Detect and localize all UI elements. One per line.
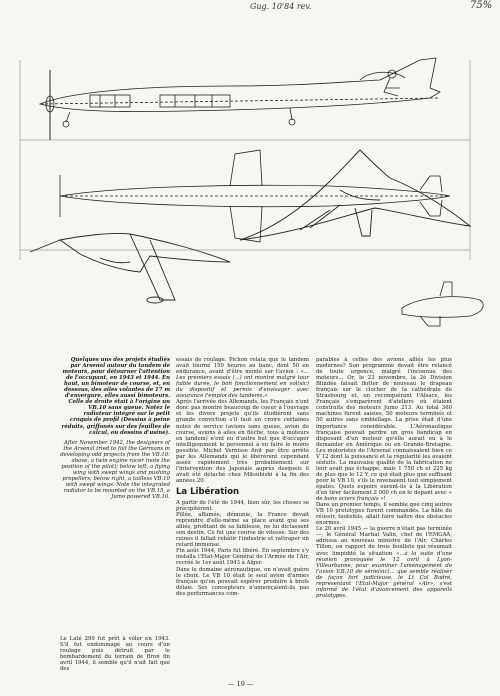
flying-wing-sketch xyxy=(30,233,230,303)
left-bottom-paragraph: Le Laté 299 fut prêt à voler en 1943. S'il fut endommagé au cours d'un roulage puis détruit par le bombardement du terrain de Bron fin avril 1944, il semble qu'il n'ait fait que des xyxy=(60,636,170,673)
right-paragraph-2: Dans un premier temps, il semble que cinq autres VB 10 prototypes furent commandés. La hâte de réussir, toutefois, allait faire naître des obstacles énormes. xyxy=(316,502,452,527)
mid-paragraph-5: Fin août 1944, Paris fut libéré. En septembre s'y installa l'Etat-Major Général de l'Armée de l'Air, recréé le 1er août 1943 à Alger. xyxy=(176,548,309,567)
caption-french: Quelques uns des projets étudiés par Arsenal autour du tandem de moteurs, pour détourner l'attention de l'occupant, en 1943 et 1944. En haut, un bimoteur de course, et, en dessous, des ailes volantes de 17 m d'envergure, elles aussi bimoteurs. Celle de droite était à l'origine un VB.10 sans queue. Notez le radiateur intégré sur le petit croquis de profil (Dessins à peine réduits, griffonés sur des feuilles de calcul, ou dessins d'usine). xyxy=(61,357,170,436)
mid-p1-quote: Les premiers essais (...) ont montré malgré tour faible durée, le bon fonctionnement en vol(sic) du dispositif et permis d'envisager avec assurance l'emploi des tandems.» xyxy=(176,375,309,400)
tailless-swept-wing-sketch xyxy=(240,150,470,240)
handwritten-scale: 75% xyxy=(470,0,493,11)
mid-paragraph-1 xyxy=(176,357,309,399)
mid-paragraph-3: A partir de l'été de 1944, bien sûr, les choses se précipitèrent. xyxy=(176,499,309,513)
right-p1-text: parables à celles des avions alliés les plus modernes? Son programme devait être relancé de toute urgence, malgré l'inconnue des moteurs... Or, le 23 novembre, la 2è Division Blindée faisait flotter de nouveau le drapeau français sur le clocher de la cathédrale de Strasbourg et, en reconquérant l'Alsace, les Français s'emparèrent d'ateliers où étaient construits des moteurs Jumo 213. Au total 360 machines furent saisies, 50 moteurs terminés et 50 autres sans embiellage. La prise était d'une importance considérable. L'Aéronautique française pouvait perdre un gros handicap en disposant d'un moteur qu'elle aurait eu à le demander en Amérique ou en Grande-Bretagne. Les motoristes de l'Arsenal connaissaient bien ce V 12 dont la puissance et la régularité les avaient séduits. La mauvaise qualité de la fabrication ne leur avait pas échappé, mais 1 750 ch et 225 kg de plus que le 12 Y, ce qui était plus que suffisant pour le VB 10, s'ils le revenaient tout simplement épatés. Quels espoirs eurent-ils à la Libération d'en tirer facilement 2 000 ch en le dopant avec xyxy=(316,357,452,497)
mid-paragraph-4: Pillée, affamée, démunie, la France devait reprendre d'elle-même sa place avant que ses alliés, profitant de sa faiblesse, ne lui dictassent son destin. Ce fut une course de vitesse. Sur des ruines il fallait rebâtir l'industrie et rattraper un retard immense. xyxy=(176,512,309,549)
dimension-lines xyxy=(20,60,470,260)
twin-engine-racer-plan-view xyxy=(60,150,450,242)
mid-paragraph-2: Après l'arrivée des Allemands, les Français n'ont donc pas montré beaucoup de coeur à l'ouvrage et les divers projets qu'ils étudièrent sans grande conviction s'il faut en croire certaines notes de service (avions sans queue, avion de course, avions à ailes en flèche, tous à moteurs en tandem) n'ont eu d'autre but que d'occuper intelligemment le personnel à en faire le moins possible. Michel Vernisse finit par être arrêté par les Allemands qui le libérèrent cependant assez rapidement très probablement sur l'intervention des Japonais auprès desquels il avait été détaché chez Mitsubishi à la fin des années 20. xyxy=(176,399,309,484)
middle-column xyxy=(176,357,309,597)
caption-english: After November 1942, the designers of the Arsenal tried to foil the Germans in developing odd projects from the VB.10: above, a twin engine racer (note the position of the pilot); below left, a flying wing with swept wings and pushing propellers; below right, a tailless VB.10 with swept wings. Note the integrated radiator to be mounted on the VB.15, a Jumo powered VB.10. xyxy=(60,439,170,501)
right-column xyxy=(316,357,452,599)
figure-caption xyxy=(60,357,170,500)
section-title: La Libération xyxy=(176,486,240,497)
right-p1-quote: « de bons aciers français » xyxy=(316,490,453,503)
left-column-body xyxy=(60,636,170,672)
right-p3-text: Le 20 avril 1945 — la guerre n'était pas terminée —, le Général Martial Valin, chef de l'EMGAA, adressa au nouveau ministre de l'Air, Charles Tillon, un rapport de trois feuillets qui résumait avec limpidité la situation xyxy=(316,526,452,557)
mid-p1-text: essais de roulage. Pichon relata que le tandem avait tourné 150 heures au banc, dont 50 en endurance, avant d'être monté sur l'avion : «... xyxy=(176,357,309,376)
handwritten-reference: Gug. 10'84 rev. xyxy=(250,2,312,11)
twin-engine-racer-side-view xyxy=(40,58,440,140)
right-p1-end: ! xyxy=(383,496,386,503)
page-number: — 19 — xyxy=(228,680,254,688)
right-paragraph-1 xyxy=(316,357,452,502)
profile-sketch-with-radiator xyxy=(402,282,483,326)
right-p3-quote: «...à la suite d'une réunion provoquée le 12 avril à Lyon-Villeurbanne, pour examiner l'aménagement de l'avion V.B.10 de série(sic)... que semble réaliser de façon fort judicieuse, le Lt Col Badré, représentant l'Etat-Major général «Air», s'est informé de l'état d'avancement des appareils prototypes. xyxy=(316,550,452,599)
right-paragraph-3 xyxy=(316,526,452,599)
mid-paragraph-6: Dans le domaine aéronautique, on n'avait guère le choix. Le VB 10 était le seul avion d'armes français qu'on pouvait espérer produire à brefs délais. Ses concepteurs n'annonçaient-ils pas des performances com- xyxy=(176,566,309,597)
